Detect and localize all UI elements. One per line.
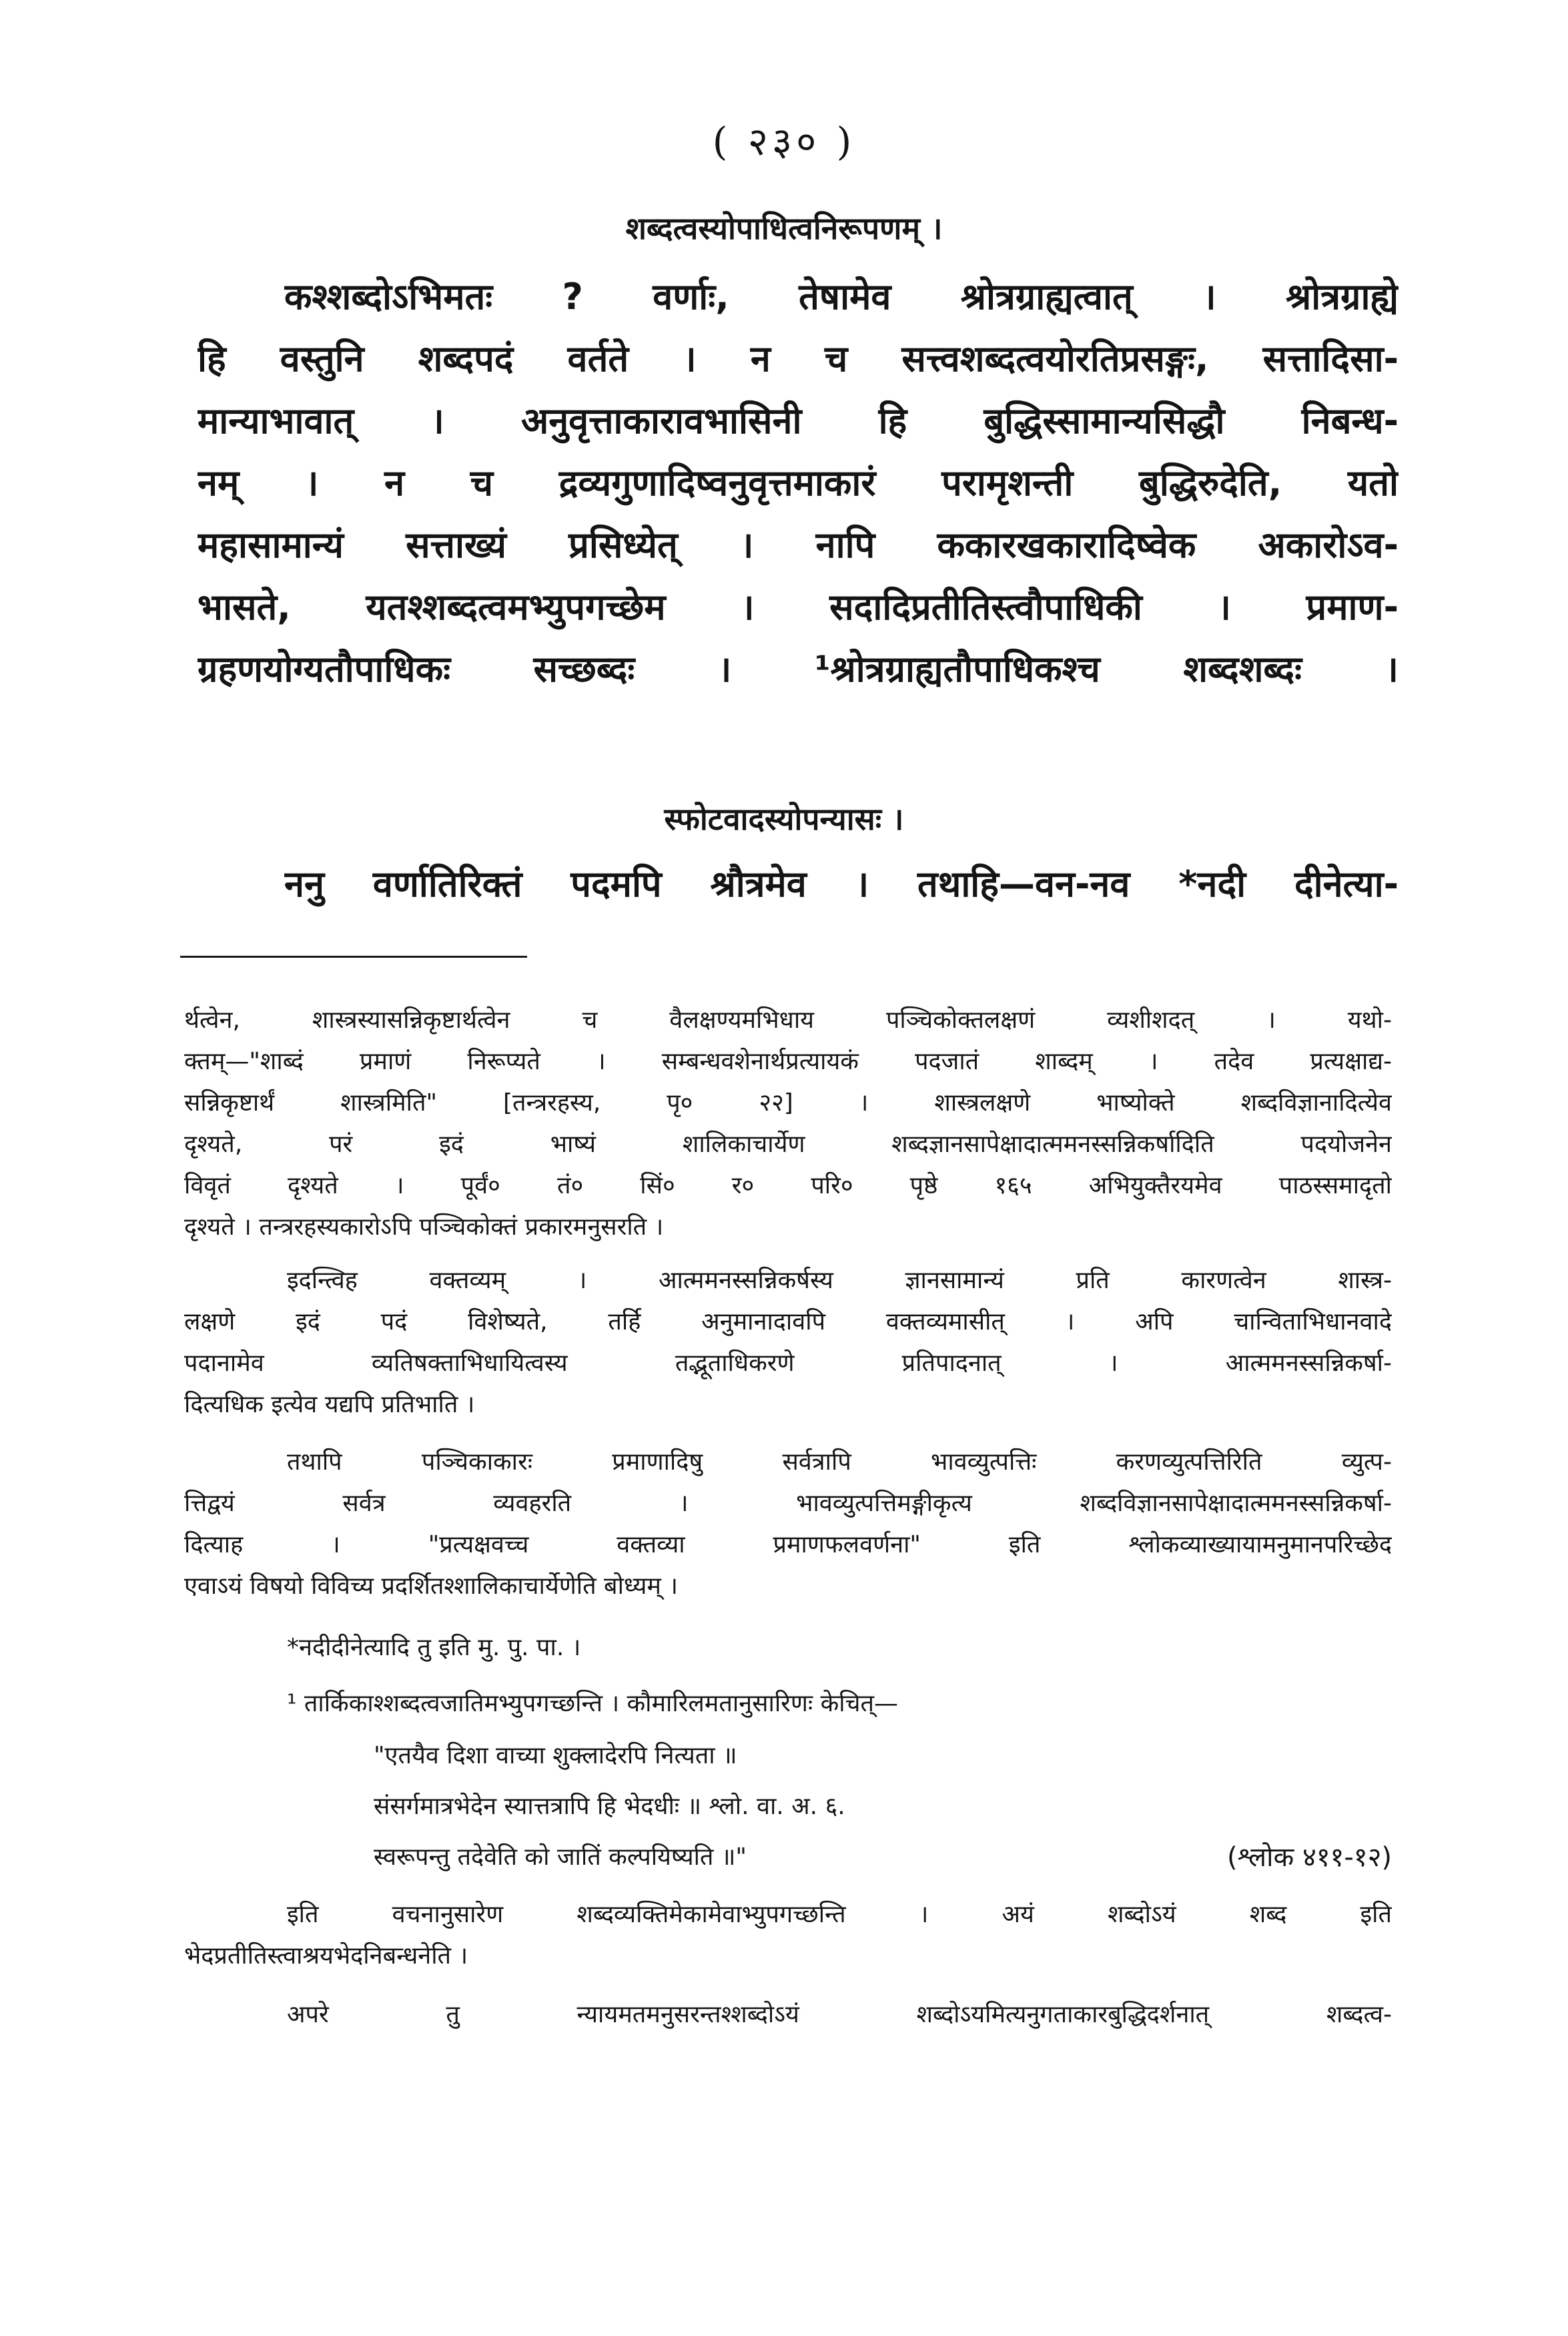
footnote-1-verse-line: [374, 1837, 1392, 1878]
footnote-rule: [180, 956, 527, 958]
section-heading-upadhi: शब्दत्वस्योपाधित्वनिरूपणम् ।: [625, 210, 943, 246]
footnote-line: त्तिद्वयं सर्वत्र व्यवहरति । भावव्युत्पत्तिमङ्गीकृत्य शब्दविज्ञानसापेक्षादात्ममनस्सन्निकर्षा-: [184, 1490, 1392, 1517]
verse-reference: (श्लोक ४११-१२): [1226, 1842, 1392, 1873]
main-text-line: ग्रहणयोग्यतौपाधिकः सच्छब्दः । ¹श्रोत्रग्राह्यतौपाधिकश्च शब्दशब्दः ।: [198, 648, 1399, 690]
footnote-line: लक्षणे इदं पदं विशेष्यते, तर्हि अनुमानादावपि वक्तव्यमासीत् । अपि चान्विताभिधानवादे: [184, 1308, 1392, 1336]
main-text-line: महासामान्यं सत्ताख्यं प्रसिध्येत् । नापि ककारखकारादिष्वेक अकारोऽव-: [198, 524, 1399, 566]
section-heading-sphota: स्फोटवादस्योपन्यासः ।: [664, 801, 904, 837]
footnote-line: दित्यधिक इत्येव यद्यपि प्रतिभाति ।: [184, 1391, 475, 1418]
footnote-line: दृश्यते । तन्त्ररहस्यकारोऽपि पञ्चिकोक्तं प्रकारमनुसरति ।: [184, 1213, 664, 1241]
main-text-line: मान्याभावात् । अनुवृत्ताकारावभासिनी हि बुद्धिस्सामान्यसिद्धौ निबन्ध-: [198, 400, 1399, 442]
footnote-line: अपरे तु न्यायमतमनुसरन्तश्शब्दोऽयं शब्दोऽयमित्यनुगताकारबुद्धिदर्शनात् शब्दत्व-: [287, 2001, 1392, 2028]
footnote-star: *नदीदीनेत्यादि तु इति मु. पु. पा. ।: [287, 1634, 581, 1661]
footnote-line: इति वचनानुसारेण शब्दव्यक्तिमेकामेवाभ्युपगच्छन्ति । अयं शब्दोऽयं शब्द इति: [287, 1901, 1392, 1928]
page-number: ( २३० ): [712, 119, 856, 164]
footnote-line: सन्निकृष्टार्थं शास्त्रमिति" [तन्त्ररहस्य, पृ० २२] । शास्त्रलक्षणे भाष्योक्ते शब्दविज्ञानादित्येव: [184, 1089, 1392, 1117]
footnote-line: पदानामेव व्यतिषक्ताभिधायित्वस्य तद्भूताधिकरणे प्रतिपादनात् । आत्ममनस्सन्निकर्षा-: [184, 1350, 1392, 1377]
footnote-line: एवाऽयं विषयो विविच्य प्रदर्शितश्शालिकाचार्येणेति बोध्यम् ।: [184, 1572, 678, 1600]
footnote-1-verse-line: "एतयैव दिशा वाच्या शुक्लादेरपि नित्यता ॥: [374, 1742, 737, 1769]
footnote-line: दित्याह । "प्रत्यक्षवच्च वक्तव्या प्रमाणफलवर्णना" इति श्लोकव्याख्यायामनुमानपरिच्छेद: [184, 1531, 1392, 1558]
footnote-line: भेदप्रतीतिस्त्वाश्रयभेदनिबन्धनेति ।: [184, 1942, 468, 1970]
verse-text: स्वरूपन्तु तदेवेति को जातिं कल्पयिष्यति ॥": [374, 1843, 747, 1871]
footnote-line: र्थत्वेन, शास्त्रस्यासन्निकृष्टार्थत्वेन च वैलक्षण्यमभिधाय पञ्चिकोक्तलक्षणं व्यशीशदत् । यथो-: [184, 1006, 1392, 1034]
footnote-line: तथापि पञ्चिकाकारः प्रमाणादिषु सर्वत्रापि भावव्युत्पत्तिः करणव्युत्पत्तिरिति व्युत्प-: [287, 1448, 1392, 1476]
footnote-line: दृश्यते, परं इदं भाष्यं शालिकाचार्येण शब्दज्ञानसापेक्षादात्ममनस्सन्निकर्षादिति पदयोजनेन: [184, 1131, 1392, 1158]
footnote-line: क्तम्—"शाब्दं प्रमाणं निरूप्यते । सम्बन्धवशेनार्थप्रत्यायकं पदजातं शाब्दम् । तदेव प्रत्यक्षाद्य-: [184, 1048, 1392, 1075]
main-text-line: भासते, यतश्शब्दत्वमभ्युपगच्छेम । सदादिप्रतीतिस्त्वौपाधिकी । प्रमाण-: [198, 586, 1399, 628]
footnote-line: इदन्त्विह वक्तव्यम् । आत्ममनस्सन्निकर्षस्य ज्ञानसामान्यं प्रति कारणत्वेन शास्त्र-: [287, 1267, 1392, 1294]
footnote-1-verse-line: संसर्गमात्रभेदेन स्यात्तत्रापि हि भेदधीः ॥ श्लो. वा. अ. ६.: [374, 1793, 845, 1820]
main-text-line: ननु वर्णातिरिक्तं पदमपि श्रौत्रमेव । तथाहि—वन-नव *नदी दीनेत्या-: [284, 863, 1399, 905]
footnote-line: विवृतं दृश्यते । पूर्वं० तं० सिं० र० परि० पृष्ठे १६५ अभियुक्तैरयमेव पाठस्समादृतो: [184, 1172, 1392, 1199]
footnote-1-intro: ¹ तार्किकाश्शब्दत्वजातिमभ्युपगच्छन्ति । कौमारिलमतानुसारिणः केचित्—: [287, 1690, 898, 1717]
main-text-line: कश्शब्दोऽभिमतः ? वर्णाः, तेषामेव श्रोत्रग्राह्यत्वात् । श्रोत्रग्राह्ये: [284, 276, 1399, 318]
main-text-line: हि वस्तुनि शब्दपदं वर्तते । न च सत्त्वशब्दत्वयोरतिप्रसङ्गः, सत्तादिसा-: [198, 338, 1399, 380]
main-text-line: नम् । न च द्रव्यगुणादिष्वनुवृत्तमाकारं परामृशन्ती बुद्धिरुदेति, यतो: [198, 462, 1399, 504]
